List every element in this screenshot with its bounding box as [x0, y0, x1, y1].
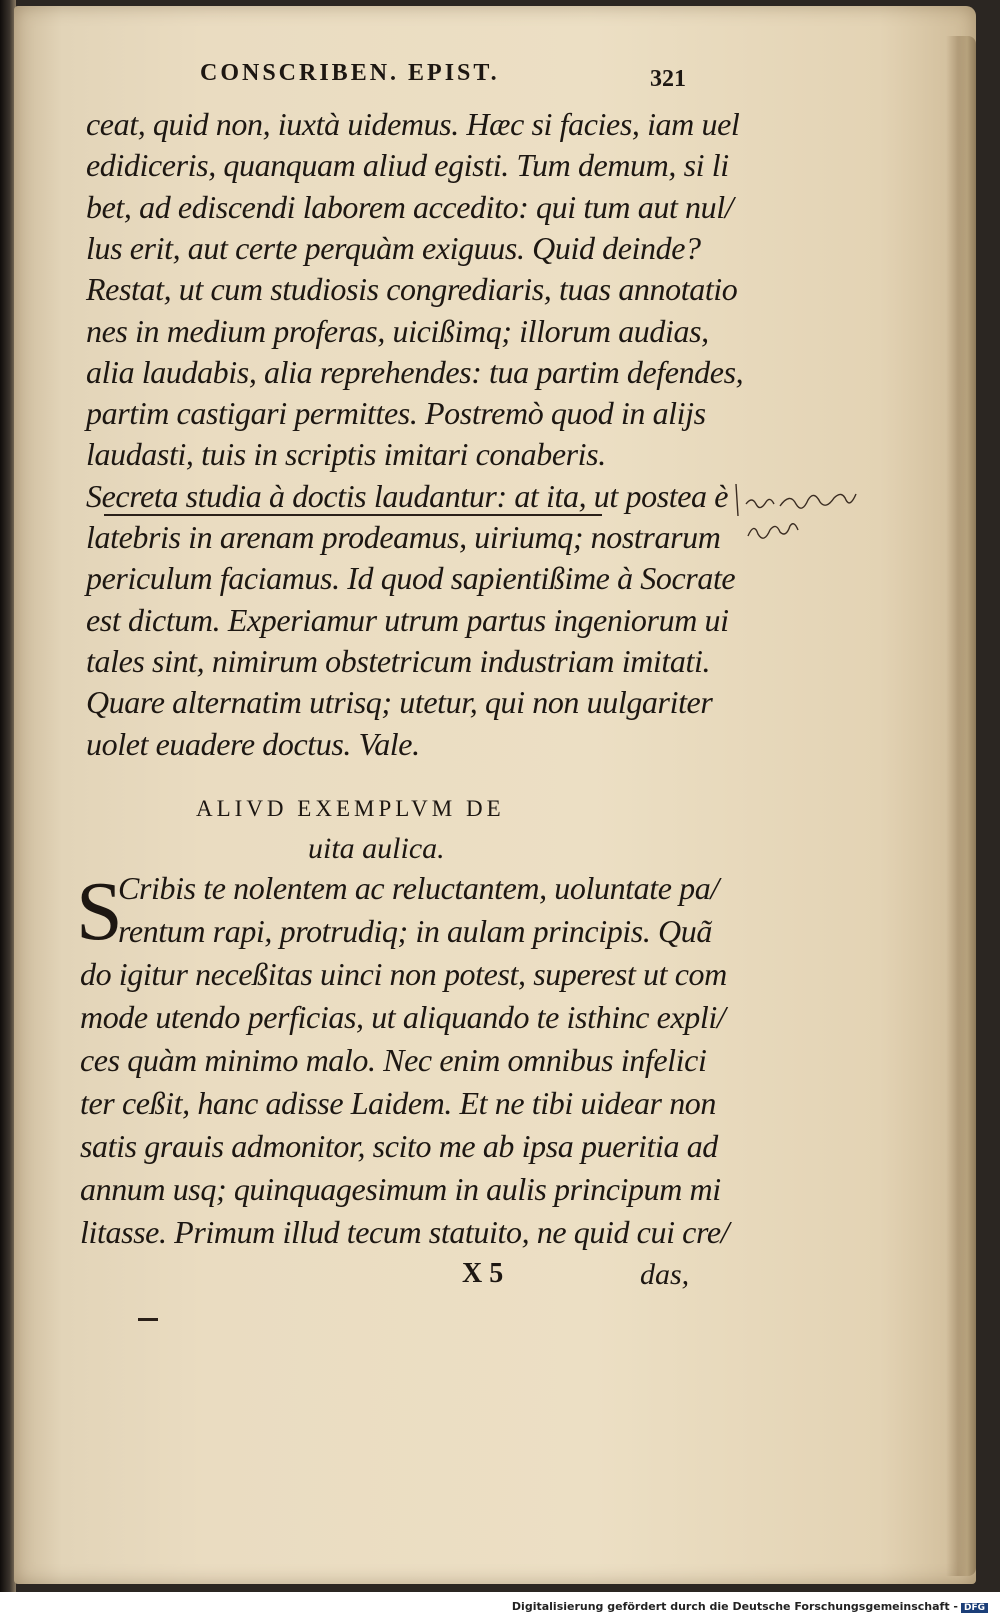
page-number: 321: [650, 66, 686, 92]
section-heading: ALIVD EXEMPLVM DE: [196, 796, 505, 821]
text-line: do igitur neceßitas uinci non potest, superest ut com: [80, 956, 727, 992]
text-line: rentum rapi, protrudiq; in aulam principis. Quã: [118, 913, 712, 949]
text-line: Cribis te nolentem ac reluctantem, uoluntate pa/: [118, 870, 719, 906]
digitization-credit: [512, 1600, 988, 1613]
text-line: Quare alternatim utrisq; utetur, qui non uulgariter: [86, 684, 713, 721]
text-line: Secreta studia à doctis laudantur: at ita, ut postea è: [86, 477, 729, 514]
text-line: alia laudabis, alia reprehendes: tua partim defendes,: [86, 353, 744, 390]
text-line: ces quàm minimo malo. Nec enim omnibus infelici: [80, 1042, 707, 1078]
text-line: Restat, ut cum studiosis congrediaris, tuas annotatio: [86, 271, 738, 308]
text-line: uolet euadere doctus. Vale.: [86, 725, 420, 762]
text-line: nes in medium proferas, uicißimq; illorum audias,: [86, 312, 709, 349]
catchword: das,: [640, 1258, 690, 1291]
credit-text: Digitalisierung gefördert durch die Deutsche Forschungsgemeinschaft -: [511, 1600, 958, 1613]
page-fore-edge: [946, 36, 976, 1576]
text-line: satis grauis admonitor, scito me ab ipsa pueritia ad: [80, 1128, 718, 1164]
handwritten-marginal-note: [728, 476, 888, 566]
text-line: partim castigari permittes. Postremò quod in alijs: [86, 395, 706, 432]
text-line: est dictum. Experiamur utrum partus ingeniorum ui: [86, 601, 729, 638]
text-line: ceat, quid non, iuxtà uidemus. Hæc si facies, iam uel: [86, 106, 740, 142]
section-subheading: uita aulica.: [308, 832, 445, 865]
running-head: CONSCRIBEN. EPIST.: [200, 60, 500, 86]
text-line: mode utendo perficias, ut aliquando te isthinc expli/: [80, 999, 726, 1035]
strikethrough-mark: [104, 514, 602, 516]
text-line: ter ceßit, hanc adisse Laidem. Et ne tibi uidear non: [80, 1085, 716, 1121]
text-line: periculum faciamus. Id quod sapientißime à Socrate: [86, 560, 736, 597]
signature-mark: X 5: [462, 1258, 504, 1289]
text-line: laudasti, tuis in scriptis imitari conaberis.: [86, 436, 606, 473]
text-line: latebris in arenam prodeamus, uiriumq; nostrarum: [86, 519, 721, 555]
drop-capital: S: [76, 865, 123, 958]
dfg-logo: DFG: [961, 1603, 988, 1613]
text-line: tales sint, nimirum obstetricum industriam imitati.: [86, 642, 711, 679]
text-line: edidiceris, quanquam aliud egisti. Tum demum, si li: [86, 147, 729, 184]
text-line: litasse. Primum illud tecum statuito, ne quid cui cre/: [80, 1214, 730, 1250]
text-line: lus erit, aut certe perquàm exiguus. Quid deinde?: [86, 229, 701, 266]
text-line: bet, ad ediscendi laborem accedito: qui tum aut nul/: [86, 188, 734, 225]
printer-mark: [138, 1318, 158, 1321]
text-line: annum usq; quinquagesimum in aulis principum mi: [80, 1171, 721, 1207]
